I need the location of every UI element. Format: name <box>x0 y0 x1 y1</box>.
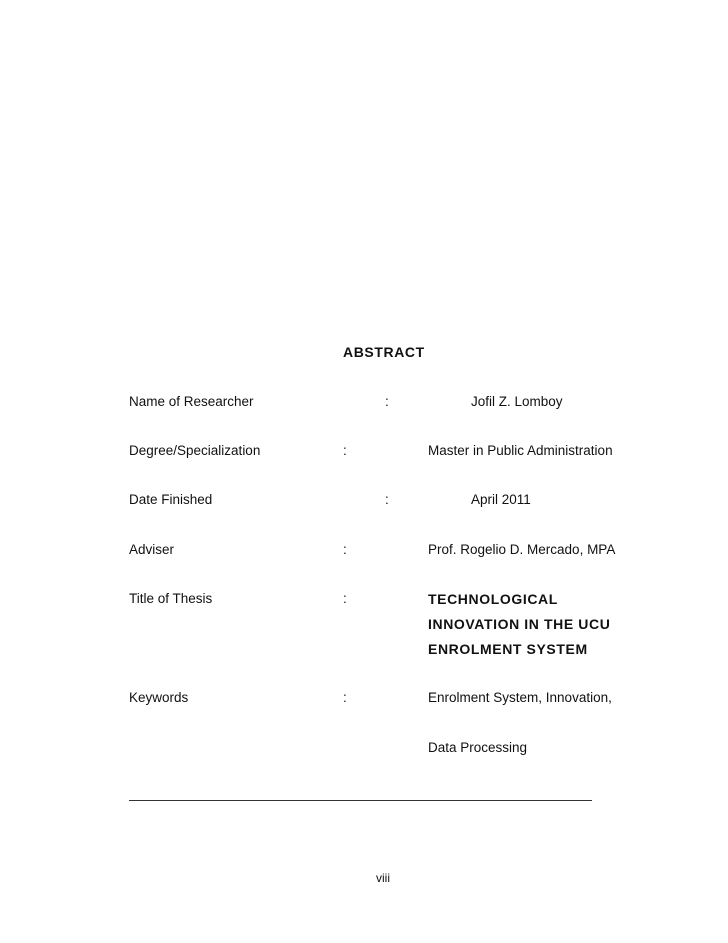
degree-colon: : <box>343 443 347 458</box>
title-colon: : <box>343 591 347 606</box>
degree-label: Degree/Specialization <box>129 443 261 458</box>
date-value: April 2011 <box>471 492 531 507</box>
title-line-2: INNOVATION IN THE UCU <box>428 616 611 632</box>
researcher-colon: : <box>385 394 389 409</box>
adviser-colon: : <box>343 542 347 557</box>
adviser-value: Prof. Rogelio D. Mercado, MPA <box>428 542 616 557</box>
title-label: Title of Thesis <box>129 591 213 606</box>
keywords-label: Keywords <box>129 690 189 705</box>
keywords-colon: : <box>343 690 347 705</box>
adviser-label: Adviser <box>129 542 175 557</box>
page-number: viii <box>376 871 390 885</box>
title-line-1: TECHNOLOGICAL <box>428 591 558 607</box>
degree-value: Master in Public Administration <box>428 443 613 458</box>
date-label: Date Finished <box>129 492 213 507</box>
abstract-heading: ABSTRACT <box>343 344 425 360</box>
separator-rule <box>129 800 592 801</box>
researcher-value: Jofil Z. Lomboy <box>471 394 563 409</box>
researcher-label: Name of Researcher <box>129 394 254 409</box>
keywords-value-2: Data Processing <box>428 740 528 755</box>
title-line-3: ENROLMENT SYSTEM <box>428 641 588 657</box>
keywords-value: Enrolment System, Innovation, <box>428 690 612 705</box>
date-colon: : <box>385 492 389 507</box>
